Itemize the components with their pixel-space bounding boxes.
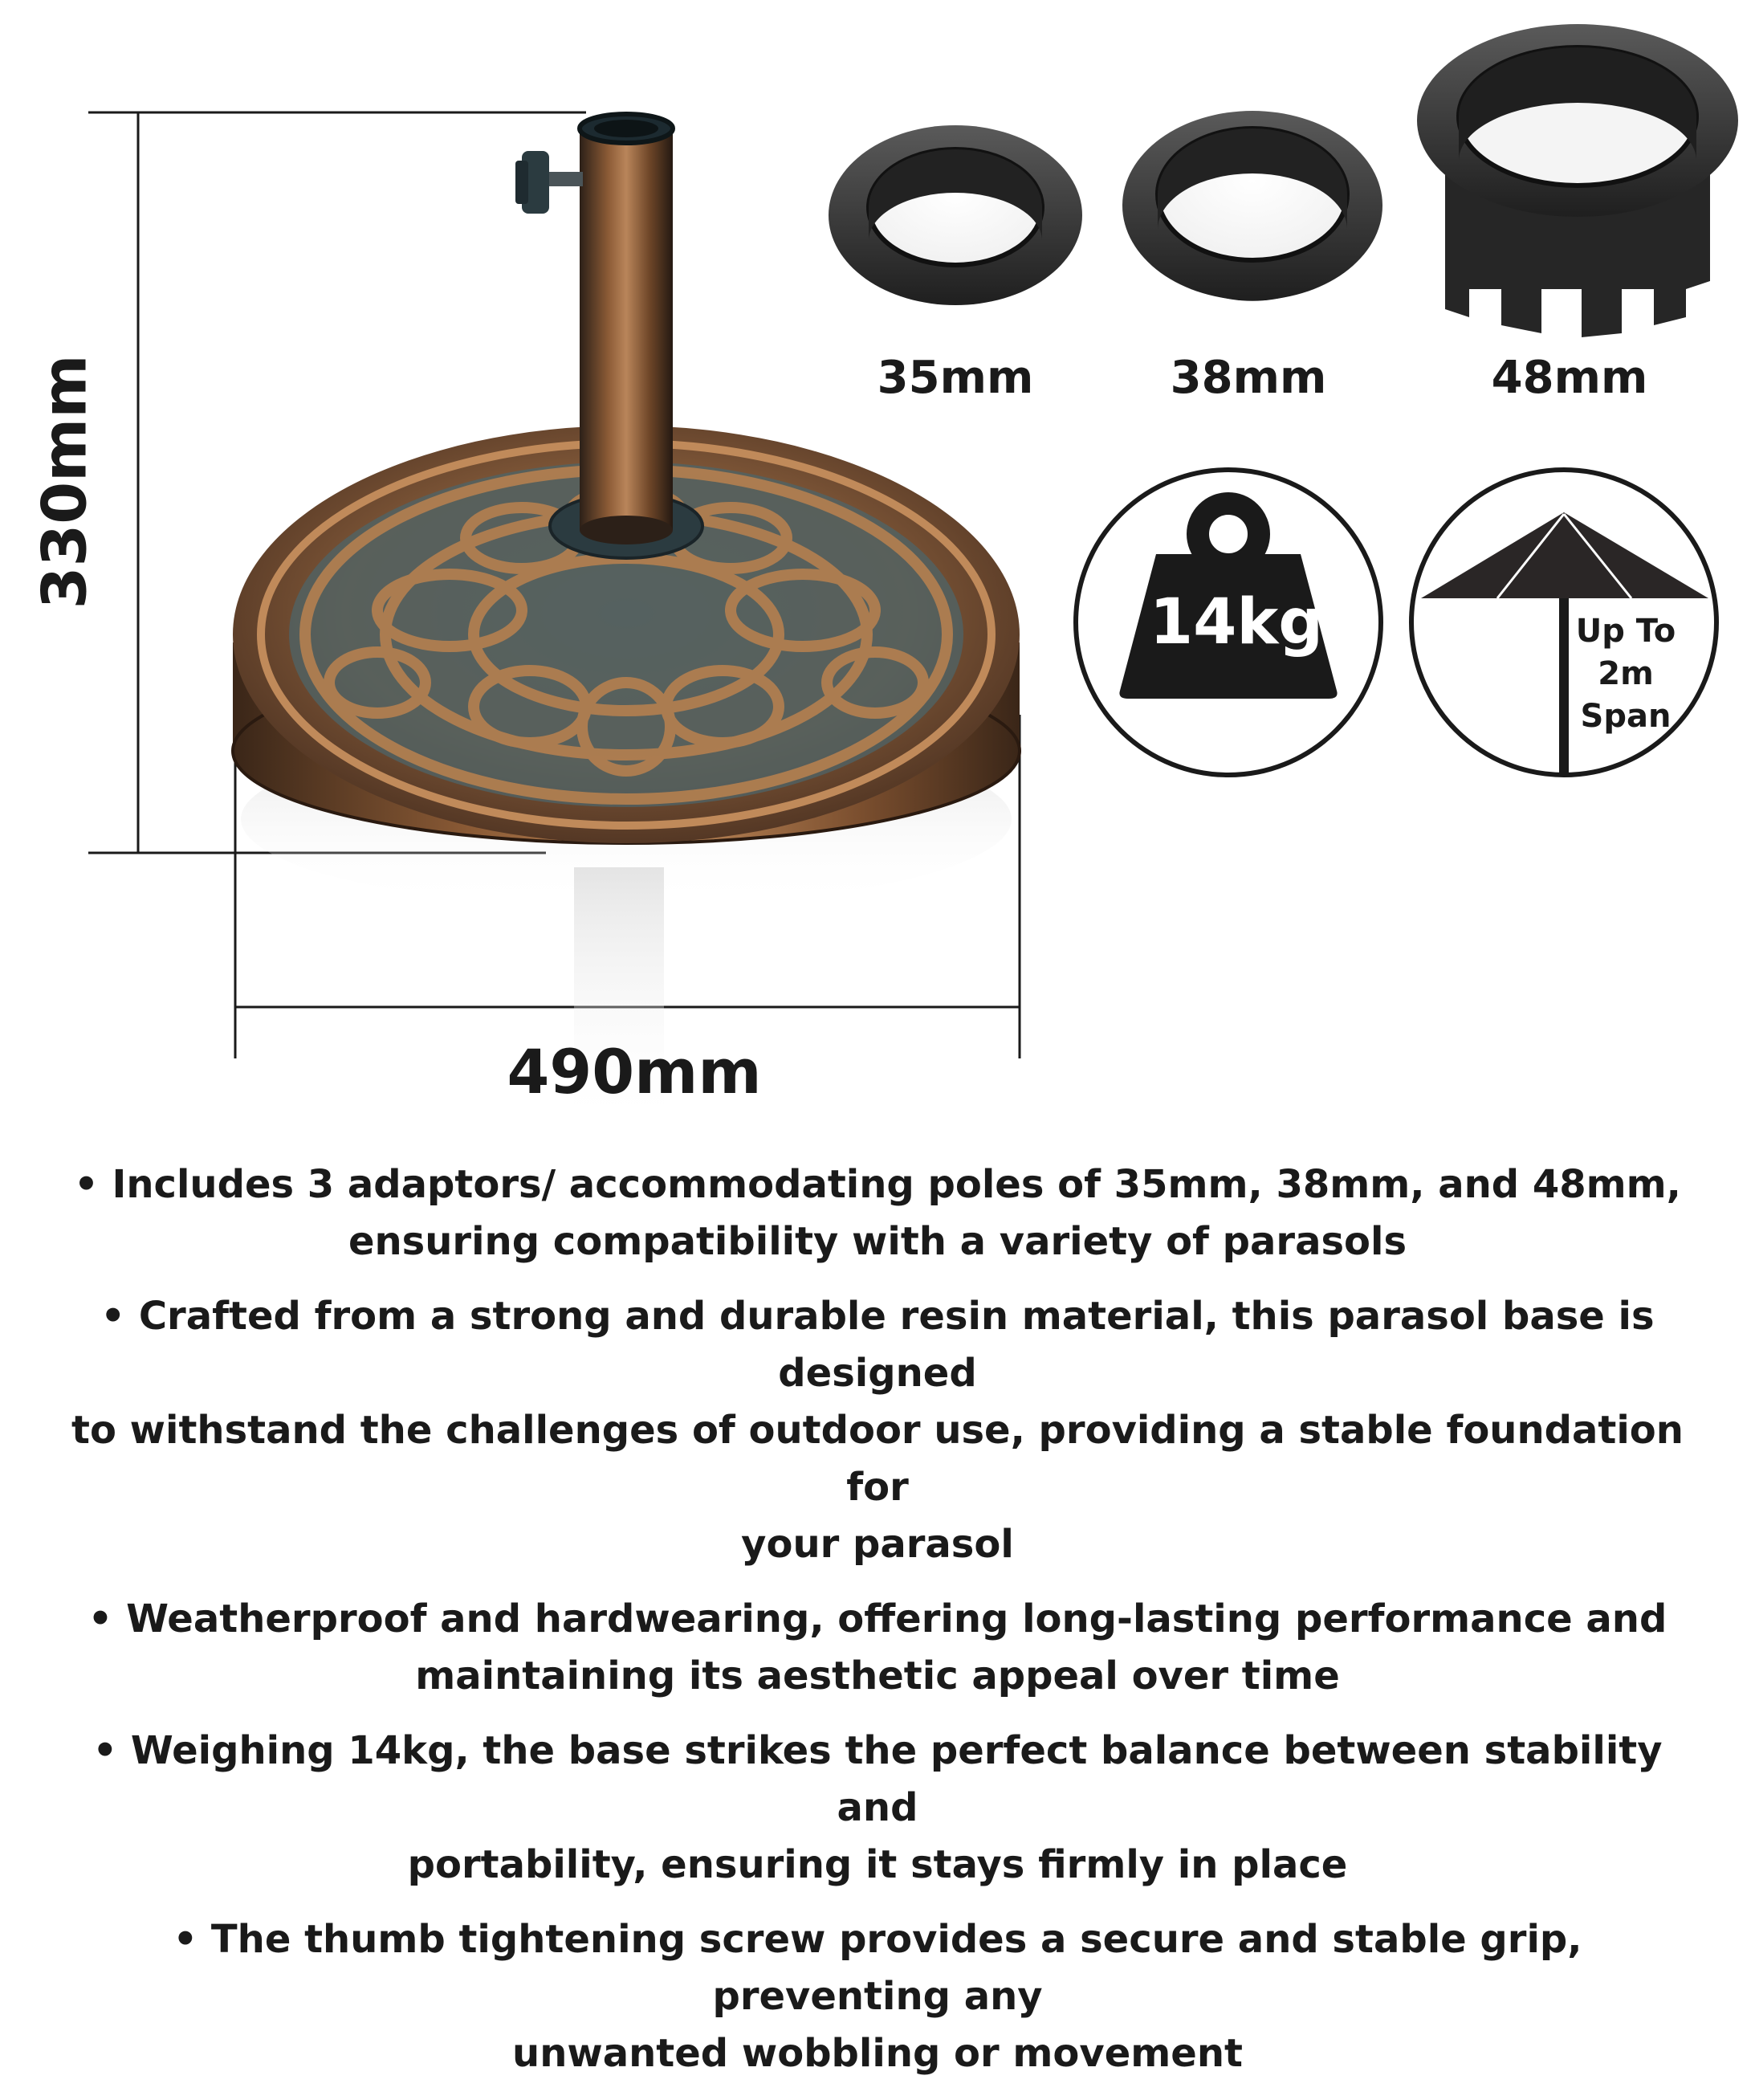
- bullet: •: [88, 1596, 113, 1641]
- adaptor-48mm: [1417, 24, 1738, 337]
- feature-line: [48, 1591, 1707, 1648]
- feature-item: [48, 1156, 1707, 1270]
- bullet: •: [92, 1728, 118, 1773]
- feature-line: [48, 1911, 1707, 2025]
- feature-item: [48, 1911, 1707, 2082]
- thumb-screw: [515, 151, 583, 214]
- height-dimension-label: 330mm: [28, 354, 100, 610]
- adaptor-38mm: [1122, 111, 1382, 301]
- weight-badge-text: 14kg: [1149, 586, 1324, 659]
- adaptor-35mm: [829, 125, 1082, 305]
- feature-list: [48, 1156, 1707, 2100]
- feature-text: Includes 3 adaptors/ accommodating poles of 35mm, 38mm, and 48mm,: [112, 1162, 1681, 1207]
- feature-text: Crafted from a strong and durable resin material, this parasol base is designed: [138, 1294, 1655, 1396]
- bullet: •: [74, 1162, 99, 1207]
- adaptor-38mm-label: 38mm: [1170, 352, 1327, 404]
- adaptor-35mm-label: 35mm: [877, 352, 1034, 404]
- feature-line: [48, 1723, 1707, 1837]
- feature-text: The thumb tightening screw provides a secure and stable grip, preventing any: [210, 1917, 1582, 2019]
- bullet: •: [173, 1917, 198, 1962]
- parasol-pole: [580, 114, 673, 544]
- feature-item: [48, 1288, 1707, 1573]
- feature-item: [48, 1723, 1707, 1894]
- feature-text: Weatherproof and hardwearing, offering long-lasting performance and: [126, 1596, 1667, 1641]
- bullet: •: [100, 1294, 126, 1339]
- width-dimension-label: 490mm: [507, 1036, 762, 1107]
- feature-line: ensuring compatibility with a variety of parasols: [348, 1219, 1407, 1264]
- feature-line: portability, ensuring it stays firmly in place: [407, 1842, 1348, 1887]
- span-line: Up To: [1575, 613, 1676, 650]
- span-line: Span: [1580, 698, 1672, 735]
- feature-line: to withstand the challenges of outdoor use, providing a stable foundation for: [71, 1408, 1684, 1510]
- feature-item: [48, 1591, 1707, 1705]
- feature-line: unwanted wobbling or movement: [512, 2031, 1243, 2076]
- span-line: 2m: [1598, 655, 1654, 692]
- feature-line: your parasol: [741, 1522, 1014, 1567]
- feature-line: maintaining its aesthetic appeal over time: [415, 1653, 1340, 1698]
- span-badge-text: [1566, 610, 1686, 738]
- feature-text: Weighing 14kg, the base strikes the perfect balance between stability and: [130, 1728, 1663, 1830]
- adaptor-48mm-label: 48mm: [1491, 352, 1648, 404]
- feature-line: [48, 1156, 1707, 1213]
- feature-line: [48, 1288, 1707, 1402]
